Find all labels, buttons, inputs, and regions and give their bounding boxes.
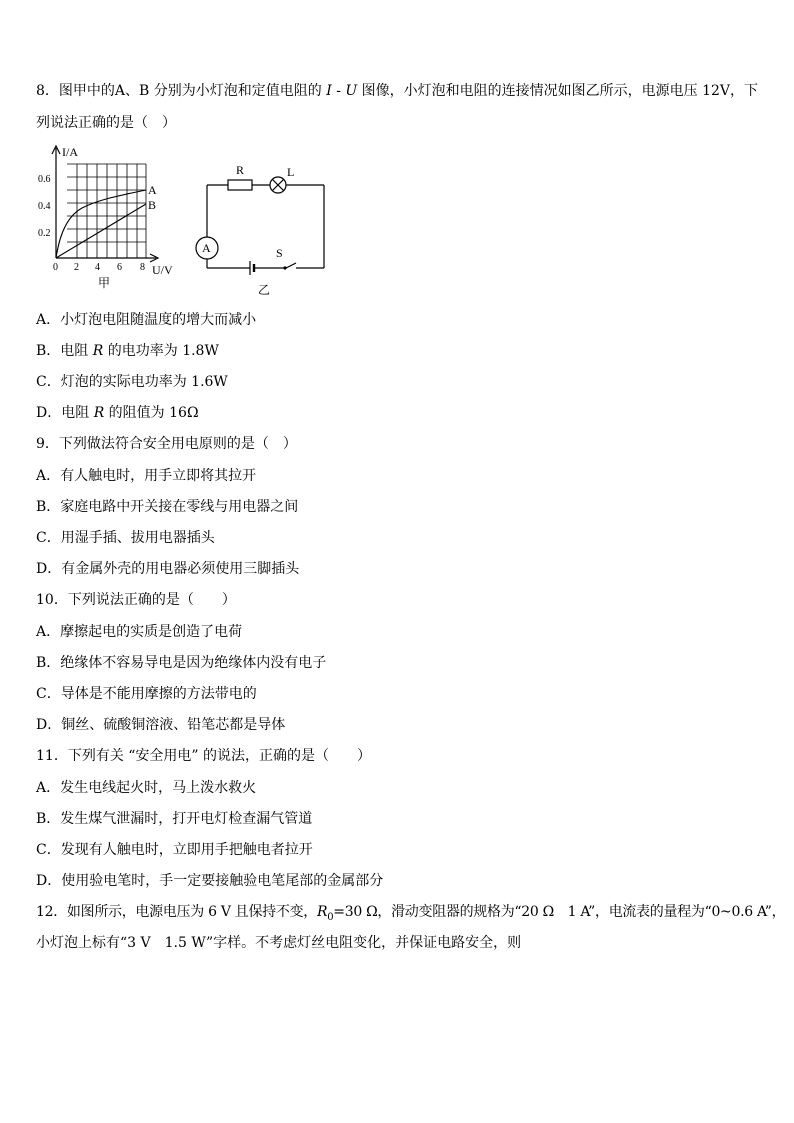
q8-stem-line1 xyxy=(36,81,758,101)
q9-option-a: A．有人触电时，用手立即将其拉开 xyxy=(36,468,257,484)
q9-option-b: B．家庭电路中开关接在零线与用电器之间 xyxy=(36,499,299,515)
switch-label: S xyxy=(276,246,283,260)
q11-option-d: D．使用验电笔时，手一定要接触验电笔尾部的金属部分 xyxy=(36,873,384,889)
q8-stem-text-a: 8．图甲中的A、B 分别为小灯泡和定值电阻的 xyxy=(36,83,327,99)
x-tick-2: 2 xyxy=(74,262,79,273)
q8-option-d xyxy=(36,403,199,423)
q8-option-d-post: 的阻值为 16Ω xyxy=(104,405,199,421)
q8-option-c: C．灯泡的实际电功率为 1.6W xyxy=(36,374,228,390)
q12-stem-line1 xyxy=(36,902,785,928)
y-tick-0.2: 0.2 xyxy=(38,228,51,239)
q8-option-b-var: R xyxy=(92,343,104,359)
q12-stem-line2: 小灯泡上标有“3 V 1.5 W”字样。不考虑灯丝电阻变化，并保证电路安全，则 xyxy=(36,935,522,951)
curve-b xyxy=(56,204,146,258)
q12-r0-sub: 0 xyxy=(327,911,334,923)
x-tick-4: 4 xyxy=(95,262,100,273)
q8-option-d-var: R xyxy=(93,405,105,421)
q8-option-a: A．小灯泡电阻随温度的增大而减小 xyxy=(36,312,257,328)
q8-circuit-diagram xyxy=(190,160,335,300)
q12-r0-var: R xyxy=(316,904,328,920)
switch-blade xyxy=(286,263,296,268)
resistor-label: R xyxy=(236,163,245,177)
q12-text-a: 12．如图所示，电源电压为 6 V 且保持不变， xyxy=(36,904,317,920)
q10-option-a: A．摩擦起电的实质是创造了电荷 xyxy=(36,624,243,640)
q8-iu-graph xyxy=(34,142,184,292)
q8-option-b xyxy=(36,341,219,361)
q9-option-c: C．用湿手插、拔用电器插头 xyxy=(36,530,215,546)
graph-axes xyxy=(52,146,158,262)
q8-iu-symbol: I - U xyxy=(326,83,358,99)
q8-option-b-pre: B．电阻 xyxy=(36,343,93,359)
q8-circuit-figure xyxy=(190,160,335,300)
q8-stem-line2: 列说法正确的是（ ） xyxy=(36,115,176,131)
curve-a xyxy=(56,190,146,258)
resistor-symbol xyxy=(228,180,252,190)
q11-option-b: B．发生煤气泄漏时，打开电灯检查漏气管道 xyxy=(36,811,313,827)
x-axis-label: U/V xyxy=(152,263,173,277)
x-tick-8: 8 xyxy=(140,262,145,273)
graph-caption: 甲 xyxy=(98,276,111,290)
ammeter-label: A xyxy=(202,241,211,255)
y-axis-label: I/A xyxy=(62,145,78,159)
q10-option-d: D．铜丝、硫酸铜溶液、铅笔芯都是导体 xyxy=(36,717,286,733)
q9-option-d: D．有金属外壳的用电器必须使用三脚插头 xyxy=(36,561,300,577)
circuit-caption: 乙 xyxy=(258,283,271,297)
q11-stem: 11．下列有关 “安全用电” 的说法，正确的是（ ） xyxy=(36,748,372,764)
q10-stem: 10．下列说法正确的是（ ） xyxy=(36,592,236,608)
q9-stem: 9．下列做法符合安全用电原则的是（ ） xyxy=(36,436,297,452)
q8-graph-figure xyxy=(34,142,184,292)
x-tick-0: 0 xyxy=(53,262,58,273)
q8-option-b-post: 的电功率为 1.8W xyxy=(103,343,219,359)
x-tick-6: 6 xyxy=(117,262,122,273)
q10-option-c: C．导体是不能用摩擦的方法带电的 xyxy=(36,686,257,702)
q10-option-b: B．绝缘体不容易导电是因为绝缘体内没有电子 xyxy=(36,655,327,671)
q8-option-d-pre: D．电阻 xyxy=(36,405,94,421)
q11-option-a: A．发生电线起火时，马上泼水救火 xyxy=(36,780,257,796)
q11-option-c: C．发现有人触电时，立即用手把触电者拉开 xyxy=(36,842,313,858)
y-tick-0.4: 0.4 xyxy=(38,201,51,212)
curve-a-label: A xyxy=(148,183,157,197)
switch-pivot xyxy=(283,266,286,269)
q12-text-b: =30 Ω，滑动变阻器的规格为“20 Ω 1 A”，电流表的量程为“0~0.6 A”， xyxy=(333,904,786,920)
lamp-label: L xyxy=(287,165,295,179)
q8-stem-text-b: 图像，小灯泡和电阻的连接情况如图乙所示，电源电压 12V，下 xyxy=(357,83,759,99)
curve-b-label: B xyxy=(148,198,157,212)
y-tick-0.6: 0.6 xyxy=(38,174,51,185)
